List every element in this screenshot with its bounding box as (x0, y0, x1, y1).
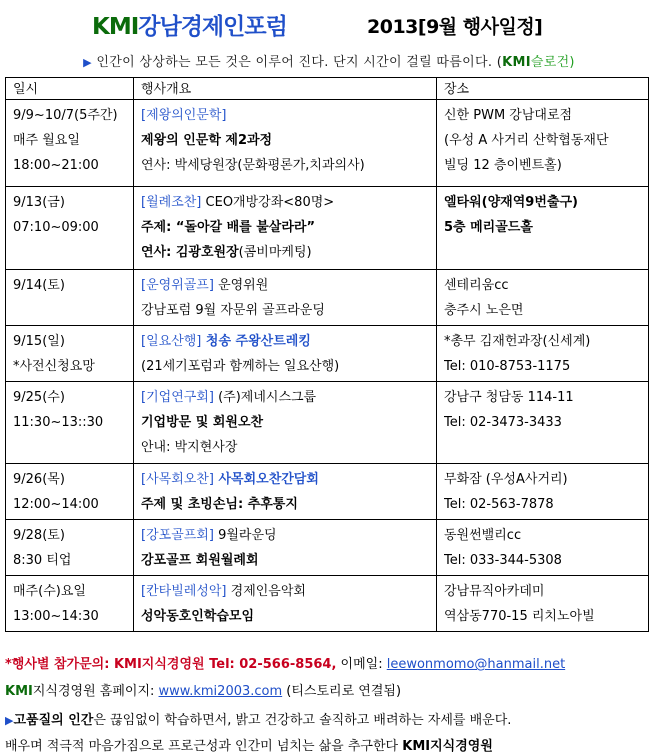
summary-line (141, 410, 436, 435)
place-cell (437, 270, 649, 326)
summary-line (141, 354, 436, 379)
summary-line (141, 523, 436, 548)
date-cell (6, 520, 134, 576)
summary-line (141, 273, 436, 298)
event-tag: [월례조찬] (141, 195, 202, 210)
motto-text-1: 은 끊임없이 학습하면서, 밝고 건강하고 솔직하고 배려하는 자세를 배운다. (93, 713, 512, 728)
place-line: 센테리움cc (444, 278, 509, 293)
place-cell (437, 187, 649, 270)
summary-line (141, 329, 436, 354)
summary-cell (134, 520, 437, 576)
motto-text-2: 배우며 적극적 마음가짐으로 프로근성과 인간미 넘치는 삶을 추구한다 (5, 739, 403, 754)
summary-tail: (콤비마케팅) (238, 245, 312, 260)
summary-line (141, 298, 436, 323)
summary-text: 성악동호인학습모임 (141, 609, 255, 624)
summary-line (141, 215, 436, 240)
motto-signature: KMI지식경영원 (402, 739, 493, 754)
header-summary: 행사개요 (134, 78, 437, 100)
event-tag: [운영위골프] (141, 278, 214, 293)
date-line: 13:00~14:30 (13, 609, 99, 624)
date-line: *사전신청요망 (13, 359, 95, 374)
summary-line (141, 385, 436, 410)
date-line: 12:00~14:00 (13, 497, 99, 512)
table-row (6, 576, 649, 632)
event-tag: [제왕의인문학] (141, 108, 227, 123)
summary-line (141, 467, 436, 492)
motto-line-1 (5, 709, 511, 728)
inquiry-label: *행사별 참가문의: KMI지식경영원 Tel: 02-566-8564, (5, 657, 337, 672)
place-cell (437, 576, 649, 632)
event-tag: [칸타빌레성악] (141, 584, 227, 599)
date-line: 9/9~10/7(5주간) (13, 108, 118, 123)
summary-text: (주)제네시스그룹 (213, 390, 317, 405)
summary-text: 연사: 김광호원장 (141, 245, 239, 260)
place-line: 빌딩 12 층이벤트홀) (444, 158, 562, 173)
place-line: *총무 김재헌과장(신세계) (444, 334, 591, 349)
place-cell (437, 326, 649, 382)
event-tag: [사목회오찬] (141, 472, 214, 487)
summary-line (141, 128, 436, 153)
table-row (6, 382, 649, 464)
place-line: 역삼동770-15 리치노아빌 (444, 609, 595, 624)
date-line: 9/14(토) (13, 278, 65, 293)
place-cell (437, 520, 649, 576)
date-cell (6, 187, 134, 270)
date-line: 8:30 티업 (13, 553, 72, 568)
place-line: 동원썬밸리cc (444, 528, 522, 543)
place-cell (437, 100, 649, 187)
date-cell (6, 326, 134, 382)
email-label: 이메일: (336, 657, 387, 672)
table-row (6, 270, 649, 326)
motto-line-2 (5, 735, 493, 754)
arrow-icon: ▶ (5, 714, 14, 727)
table-row (6, 464, 649, 520)
place-line: Tel: 033-344-5308 (444, 553, 562, 568)
place-line: (우성 A 사거리 산학협동재단 (444, 133, 609, 148)
summary-line (141, 579, 436, 604)
table-row (6, 187, 649, 270)
place-line: 무화잠 (우성A사거리) (444, 472, 568, 487)
summary-text: 경제인음악회 (226, 584, 306, 599)
place-line: 5층 메리골드홀 (444, 220, 533, 235)
summary-text: 청송 주왕산트레킹 (201, 334, 311, 349)
summary-cell (134, 382, 437, 464)
date-cell (6, 270, 134, 326)
brand-kmi: KMI (92, 14, 139, 40)
summary-line (141, 190, 436, 215)
summary-text: 제왕의 인문학 제2과정 (141, 133, 273, 148)
summary-line (141, 548, 436, 573)
event-tag: [기업연구회] (141, 390, 214, 405)
header-place: 장소 (437, 78, 649, 100)
homepage-label: 지식경영원 홈페이지: (32, 684, 159, 699)
motto-bold: 고품질의 인간 (13, 713, 94, 728)
date-cell (6, 464, 134, 520)
summary-cell (134, 576, 437, 632)
summary-cell (134, 100, 437, 187)
title-row (0, 6, 658, 40)
date-line: 07:10~09:00 (13, 220, 99, 235)
summary-line (141, 240, 436, 265)
slogan-source: 슬로건) (530, 55, 575, 70)
homepage-kmi: KMI (5, 684, 33, 699)
summary-cell (134, 187, 437, 270)
place-line: 강남뮤직아카데미 (444, 584, 545, 599)
place-line: Tel: 02-563-7878 (444, 497, 554, 512)
arrow-icon: ▶ (83, 56, 92, 69)
place-cell (437, 464, 649, 520)
summary-text: 주제 및 초빙손님: 추후통지 (141, 497, 298, 512)
summary-text: 주제: “돌아갈 배를 불살라라” (141, 220, 316, 235)
place-line: 충주시 노은면 (444, 303, 524, 318)
summary-text: (21세기포럼과 함께하는 일요산행) (141, 359, 340, 374)
date-line: 9/13(금) (13, 195, 65, 210)
brand-name: 강남경제인포럼 (138, 14, 287, 40)
date-line: 매주(수)요일 (13, 584, 86, 599)
summary-text: 강남포럼 9월 자문위 골프라운딩 (141, 303, 325, 318)
page-title (92, 8, 287, 41)
date-line: 11:30~13::30 (13, 415, 104, 430)
summary-text: 사목회오찬간담회 (213, 472, 319, 487)
date-cell (6, 382, 134, 464)
place-line: Tel: 02-3473-3433 (444, 415, 562, 430)
email-link[interactable]: leewonmomo@hanmail.net (386, 657, 566, 672)
summary-cell (134, 464, 437, 520)
summary-text: 강포골프 회원월례회 (141, 553, 259, 568)
slogan-text: 인간이 상상하는 모든 것은 이루어 진다. 단지 시간이 걸릴 따름이다. ( (96, 55, 503, 70)
summary-text: 안내: 박지현사장 (141, 440, 238, 455)
date-cell (6, 100, 134, 187)
summary-text: 9월라운딩 (213, 528, 277, 543)
schedule-table (5, 77, 649, 632)
summary-line (141, 153, 436, 178)
summary-text: CEO개방강좌<80명> (201, 195, 335, 210)
place-line: 강남구 청담동 114-11 (444, 390, 574, 405)
place-line: 신한 PWM 강남대로점 (444, 108, 573, 123)
place-cell (437, 382, 649, 464)
summary-text: 운영위원 (213, 278, 269, 293)
date-line: 9/15(일) (13, 334, 65, 349)
table-row (6, 520, 649, 576)
slogan-kmi: KMI (502, 55, 531, 70)
place-line: Tel: 010-8753-1175 (444, 359, 571, 374)
place-line: 엘타워(양재역9번출구) (444, 195, 578, 210)
homepage-line (5, 680, 401, 699)
table-header-row (6, 78, 649, 100)
table-row (6, 326, 649, 382)
slogan (0, 51, 658, 70)
date-cell (6, 576, 134, 632)
date-line: 9/25(수) (13, 390, 65, 405)
summary-cell (134, 326, 437, 382)
homepage-tail: (티스토리로 연결됨) (282, 684, 402, 699)
summary-line (141, 492, 436, 517)
summary-line (141, 604, 436, 629)
header-date: 일시 (6, 78, 134, 100)
date-line: 9/26(목) (13, 472, 65, 487)
date-line: 매주 월요일 (13, 133, 80, 148)
date-line: 18:00~21:00 (13, 158, 99, 173)
schedule-title: 2013[9월 행사일정] (367, 16, 543, 38)
event-tag: [강포골프회] (141, 528, 214, 543)
inquiry-line (5, 653, 565, 672)
summary-text: 연사: 박세당원장(문화평론가,치과의사) (141, 158, 365, 173)
summary-line (141, 435, 436, 460)
summary-cell (134, 270, 437, 326)
table-row (6, 100, 649, 187)
homepage-link[interactable]: www.kmi2003.com (158, 684, 283, 699)
summary-text: 기업방문 및 회원오찬 (141, 415, 264, 430)
summary-line (141, 103, 436, 128)
date-line: 9/28(토) (13, 528, 65, 543)
event-tag: [일요산행] (141, 334, 202, 349)
